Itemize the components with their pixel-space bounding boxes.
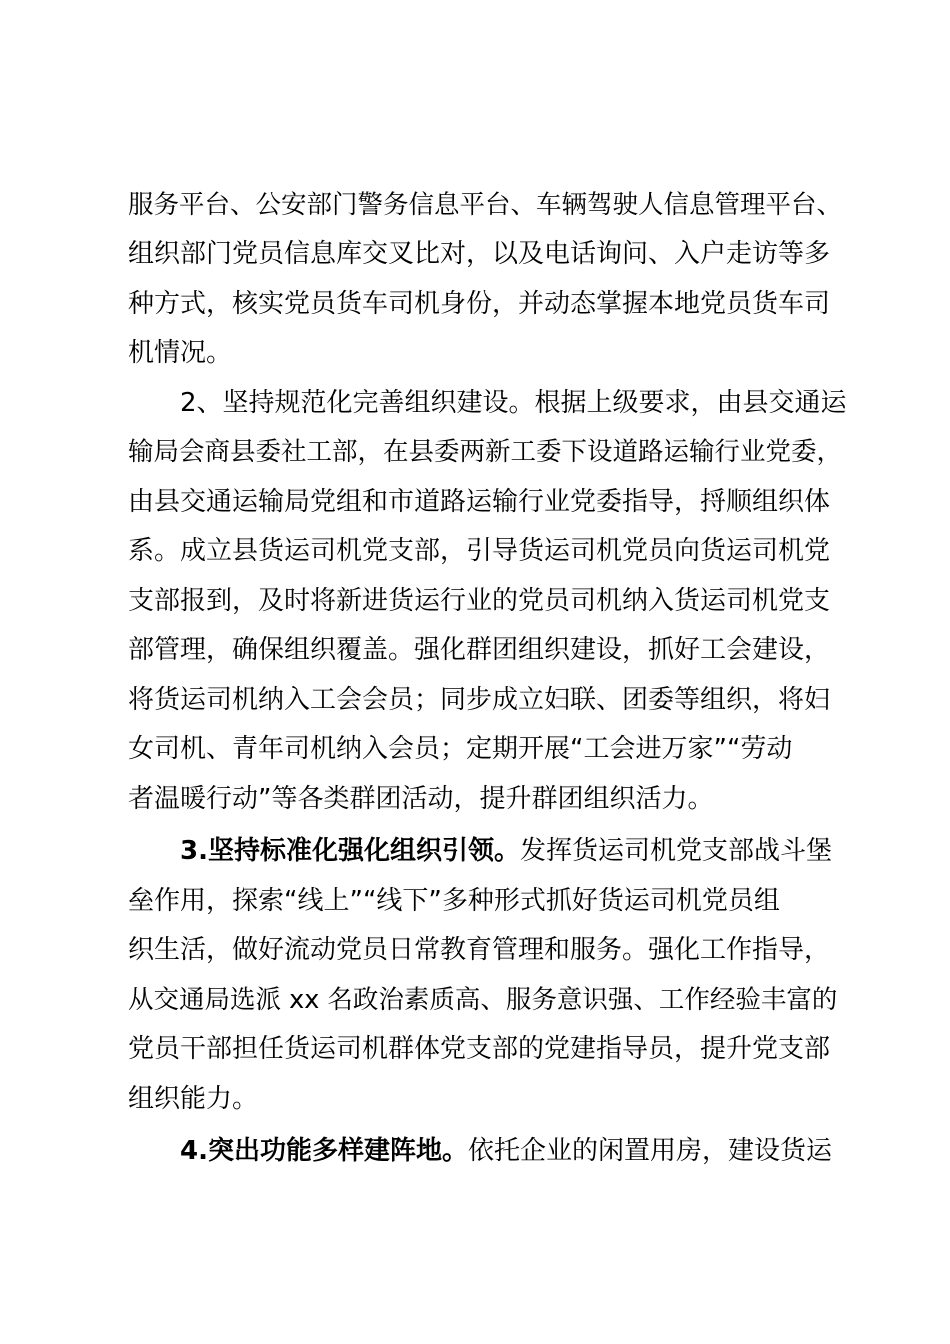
- paragraph-text: 发挥货运司机党支部战斗堡: [519, 836, 832, 866]
- paragraph-line: 女司机、青年司机纳入会员；定期开展“工会进万家”“劳动: [128, 734, 793, 764]
- paragraph-line: 垒作用，探索“线上”“线下”多种形式抓好货运司机党员组: [128, 886, 780, 916]
- paragraph-line: 支部报到，及时将新进货运行业的党员司机纳入货运司机党支: [128, 586, 831, 616]
- section-heading-line: [180, 1126, 848, 1176]
- paragraph-line: 服务平台、公安部门警务信息平台、车辆驾驶人信息管理平台、: [128, 190, 843, 220]
- paragraph-line: 种方式，核实党员货车司机身份，并动态掌握本地党员货车司: [128, 289, 831, 319]
- paragraph-text: 依托企业的闲置用房，建设货运: [467, 1136, 832, 1166]
- paragraph-line: 由县交通运输局党组和市道路运输行业党委指导，捋顺组织体: [128, 487, 831, 517]
- section-heading: 4.突出功能多样建阵地。: [180, 1136, 468, 1166]
- paragraph-line: 党员干部担任货运司机群体党支部的党建指导员，提升党支部: [128, 1034, 831, 1064]
- paragraph-line: 将货运司机纳入工会会员；同步成立妇联、团委等组织，将妇: [128, 685, 831, 715]
- paragraph-line: 部管理，确保组织覆盖。强化群团组织建设，抓好工会建设，: [128, 635, 831, 665]
- paragraph-line: 系。成立县货运司机党支部，引导货运司机党员向货运司机党: [128, 536, 831, 566]
- paragraph-line: 组织部门党员信息库交叉比对，以及电话询问、入户走访等多: [128, 239, 831, 269]
- paragraph-line: 组织能力。: [128, 1084, 259, 1114]
- paragraph-line: 输局会商县委社工部，在县委两新工委下设道路运输行业党委，: [128, 437, 843, 467]
- section-heading-line: [180, 826, 848, 876]
- paragraph-line: 2、坚持规范化完善组织建设。根据上级要求，由县交通运: [180, 388, 847, 418]
- paragraph-line: 者温暖行动”等各类群团活动，提升群团组织活力。: [128, 784, 714, 814]
- paragraph-line: 机情况。: [128, 338, 233, 368]
- section-heading: 3.坚持标准化强化组织引领。: [180, 836, 520, 866]
- paragraph-line: 从交通局选派 xx 名政治素质高、服务意识强、工作经验丰富的: [128, 985, 838, 1015]
- paragraph-line: 织生活，做好流动党员日常教育管理和服务。强化工作指导，: [128, 935, 831, 965]
